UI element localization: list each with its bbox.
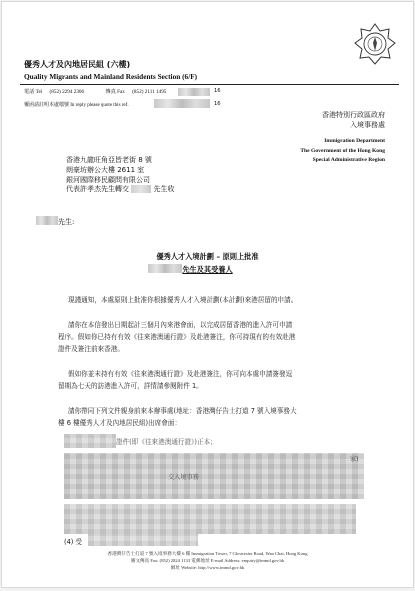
contact-line <box>24 88 172 95</box>
tel-number: (852) 2294 2306 <box>49 89 85 95</box>
p4-line-1: 請你帶同下列文件親身前來本辦事處(地址：香港灣仔告士打道 7 號入境事務大 <box>68 407 297 415</box>
paragraph-3 <box>58 368 368 392</box>
address-line-2: 朗豪坊辦公大樓 2611 室 <box>66 165 145 174</box>
header-divider <box>20 84 399 85</box>
list-item-4: (4) 受 <box>64 538 83 546</box>
letter-title: 優秀人才入境計劃 – 原則上批准 <box>156 252 259 261</box>
redacted-block <box>64 504 356 534</box>
fax-number: (852) 2111 1495 <box>132 89 167 95</box>
section-name-chinese: 優秀人才及內地居民組 (六樓) <box>24 60 131 69</box>
government-name-chinese <box>322 110 385 130</box>
reference-line: 覆函請註明本處檔號 In reply please quote this ref. <box>24 103 129 108</box>
address-line-1: 香港九龍旺角亞皆老街 8 號 <box>66 156 152 164</box>
immigration-emblem-icon <box>353 22 397 66</box>
letter-subtitle: 先生及其受養人 <box>182 265 233 274</box>
address-line-4 <box>66 185 174 195</box>
greeting: 先生: <box>58 218 75 226</box>
address-line-4-text: 代表許孝杰先生轉交 <box>66 185 129 194</box>
list-item-3-fragment: 交入境事務 <box>168 474 199 481</box>
tel-label: 電話 Tel <box>24 89 43 95</box>
p3-line-1: 假如你並未持有有效《往來港澳通行證》及赴港簽注，你可向本處申請簽發逗 <box>68 370 293 378</box>
address-line-4-suffix: 先生收 <box>153 185 175 194</box>
paragraph-1 <box>58 294 368 306</box>
p4-line-2: 樓 6 樓優秀人才及內地居民組)出席會面： <box>58 419 182 427</box>
redacted-block <box>154 99 210 108</box>
list-item-1-suffix: 證件(即《往來港澳通行證》)正本； <box>116 438 217 446</box>
redacted-block <box>64 434 116 448</box>
gov-cn-line-2: 入境事務處 <box>350 121 385 129</box>
footer-address: 香港灣仔告士打道 7 號入境事務大樓 6 樓 Immigration Tower, 7 Gloucester Road, Wan Chai, Hong Kong <box>107 551 308 556</box>
address-line-3: 銀河國際移民顧問有限公司 <box>66 175 150 184</box>
paragraph-4 <box>58 405 368 429</box>
dept-en-line-2: The Government of the Hong Kong <box>300 147 385 154</box>
ref-suffix-2: 16 <box>214 101 221 107</box>
department-name-english <box>300 137 385 166</box>
letter-footer <box>2 550 413 571</box>
footer-website: 網址 Website: http://www.immd.gov.hk <box>170 565 245 570</box>
dept-en-line-1: Immigration Department <box>324 138 385 144</box>
list-item-2-suffix: 家) <box>350 456 359 463</box>
redacted-block <box>88 534 198 546</box>
recipient-address <box>66 156 174 195</box>
p2-line-1: 請你在本信發出日期起計三個月內來港會面，以完成居留香港的進入許可申請 <box>68 321 293 329</box>
section-name-english: Quality Migrants and Mainland Residents Section (6/F) <box>24 72 198 81</box>
p2-line-3: 證件及簽注前來香港。 <box>58 345 124 353</box>
fax-label: 傳真 Fax <box>105 89 125 95</box>
ref-suffix-1: 16 <box>214 88 221 94</box>
p3-line-2: 留期為七天的訪港進入許可，詳情請參閱附件 1。 <box>58 382 203 390</box>
redacted-block <box>64 453 364 499</box>
p1-text: 現謹通知，本處原則上批准你根據優秀人才入境計劃(本計劃)來港居留的申請。 <box>68 296 298 304</box>
gov-cn-line-1: 香港特別行政區政府 <box>322 111 385 119</box>
paragraph-2 <box>58 319 368 355</box>
redacted-name <box>131 185 151 193</box>
footer-contact: 圖文傳真 Fax: (852) 2824 1133 電郵地址 E-mail Address: enquiry@immd.gov.hk <box>130 558 285 563</box>
redacted-block <box>178 88 210 96</box>
dept-en-line-3: Special Administrative Region <box>312 157 385 163</box>
letter-page <box>2 2 413 587</box>
p2-line-2: 程序。假如你已持有有效《往來港澳通行證》及赴港簽注，你可持現有的有效赴港 <box>58 333 296 341</box>
redacted-name <box>36 216 58 225</box>
